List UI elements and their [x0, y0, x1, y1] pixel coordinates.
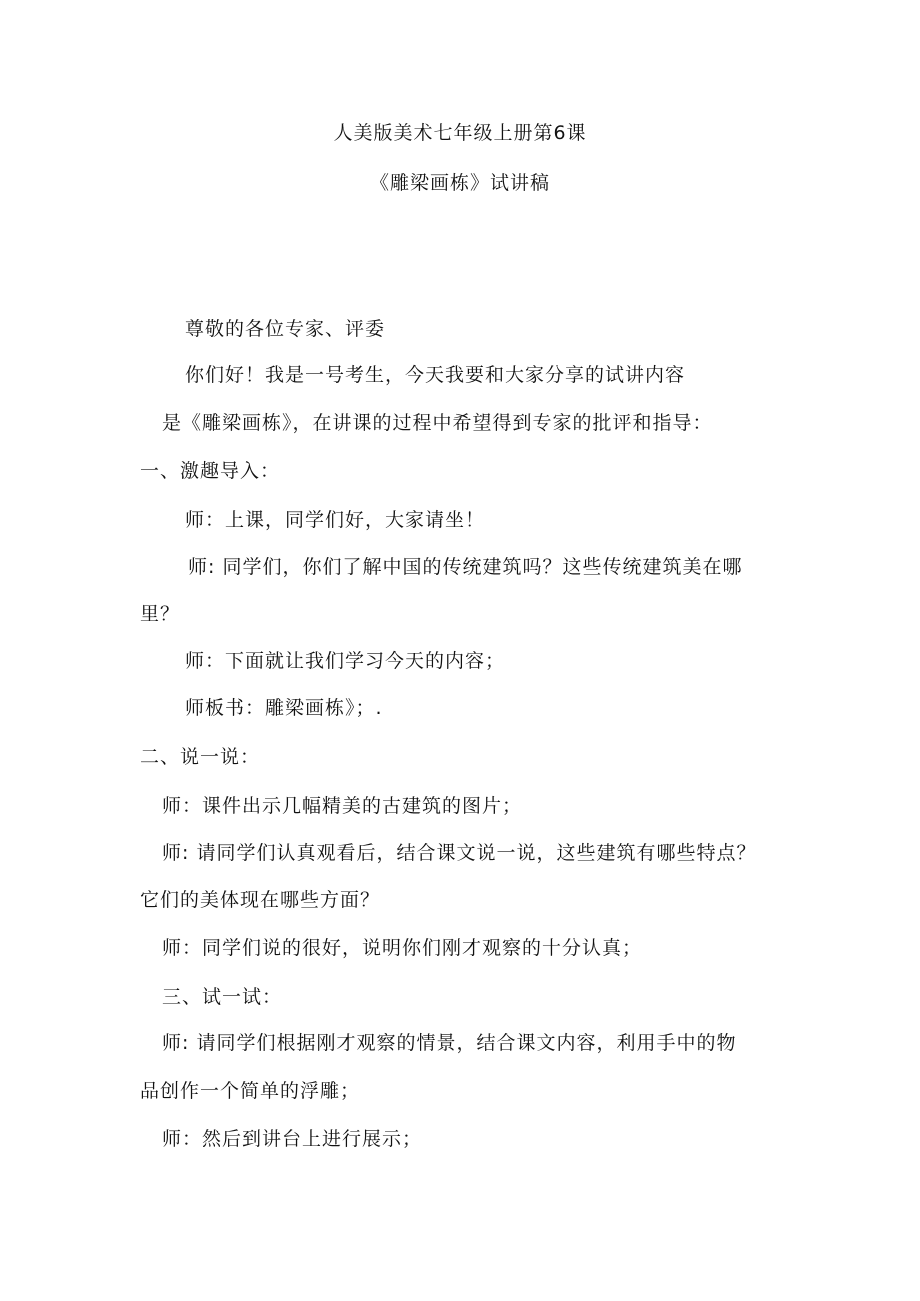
paragraph-line: 师板书：雕梁画栋》；. — [185, 697, 383, 719]
paragraph-line: 师：然后到讲台上进行展示； — [162, 1128, 423, 1150]
paragraph-line: 里？ — [140, 603, 181, 625]
intro-line-continued: 是《雕梁画栋》，在讲课的过程中希望得到专家的批评和指导： — [162, 412, 713, 434]
paragraph-line: 师: 请同学们认真观看后，结合课文说一说，这些建筑有哪些特点？ — [162, 842, 757, 864]
paragraph-line: 师：下面就让我们学习今天的内容； — [185, 650, 506, 672]
document-subtitle: 《雕梁画栋》试讲稿 — [369, 172, 550, 194]
paragraph-line: 师: 同学们，你们了解中国的传统建筑吗？这些传统建筑美在哪 — [188, 556, 743, 578]
paragraph-line: 师：课件出示几幅精美的古建筑的图片； — [162, 795, 523, 817]
section-heading-2: 二、说一说： — [140, 746, 261, 768]
document-title: 人美版美术七年级上册第6课 — [333, 122, 587, 144]
section-heading-3: 三、试一试： — [162, 986, 283, 1008]
section-heading-1: 一、激趣导入： — [140, 460, 281, 482]
paragraph-line: 师: 请同学们根据刚才观察的情景，结合课文内容，利用手中的物 — [162, 1032, 737, 1054]
greeting-line: 尊敬的各位专家、评委 — [185, 318, 386, 340]
paragraph-line: 品创作一个简单的浮雕； — [140, 1080, 361, 1102]
paragraph-line: 师：上课，同学们好，大家请坐！ — [185, 509, 486, 531]
paragraph-line: 它们的美体现在哪些方面？ — [140, 889, 381, 911]
paragraph-line: 师：同学们说的很好，说明你们刚才观察的十分认真； — [162, 937, 643, 959]
intro-line: 你们好！我是一号考生，今天我要和大家分享的试讲内容 — [185, 364, 686, 386]
